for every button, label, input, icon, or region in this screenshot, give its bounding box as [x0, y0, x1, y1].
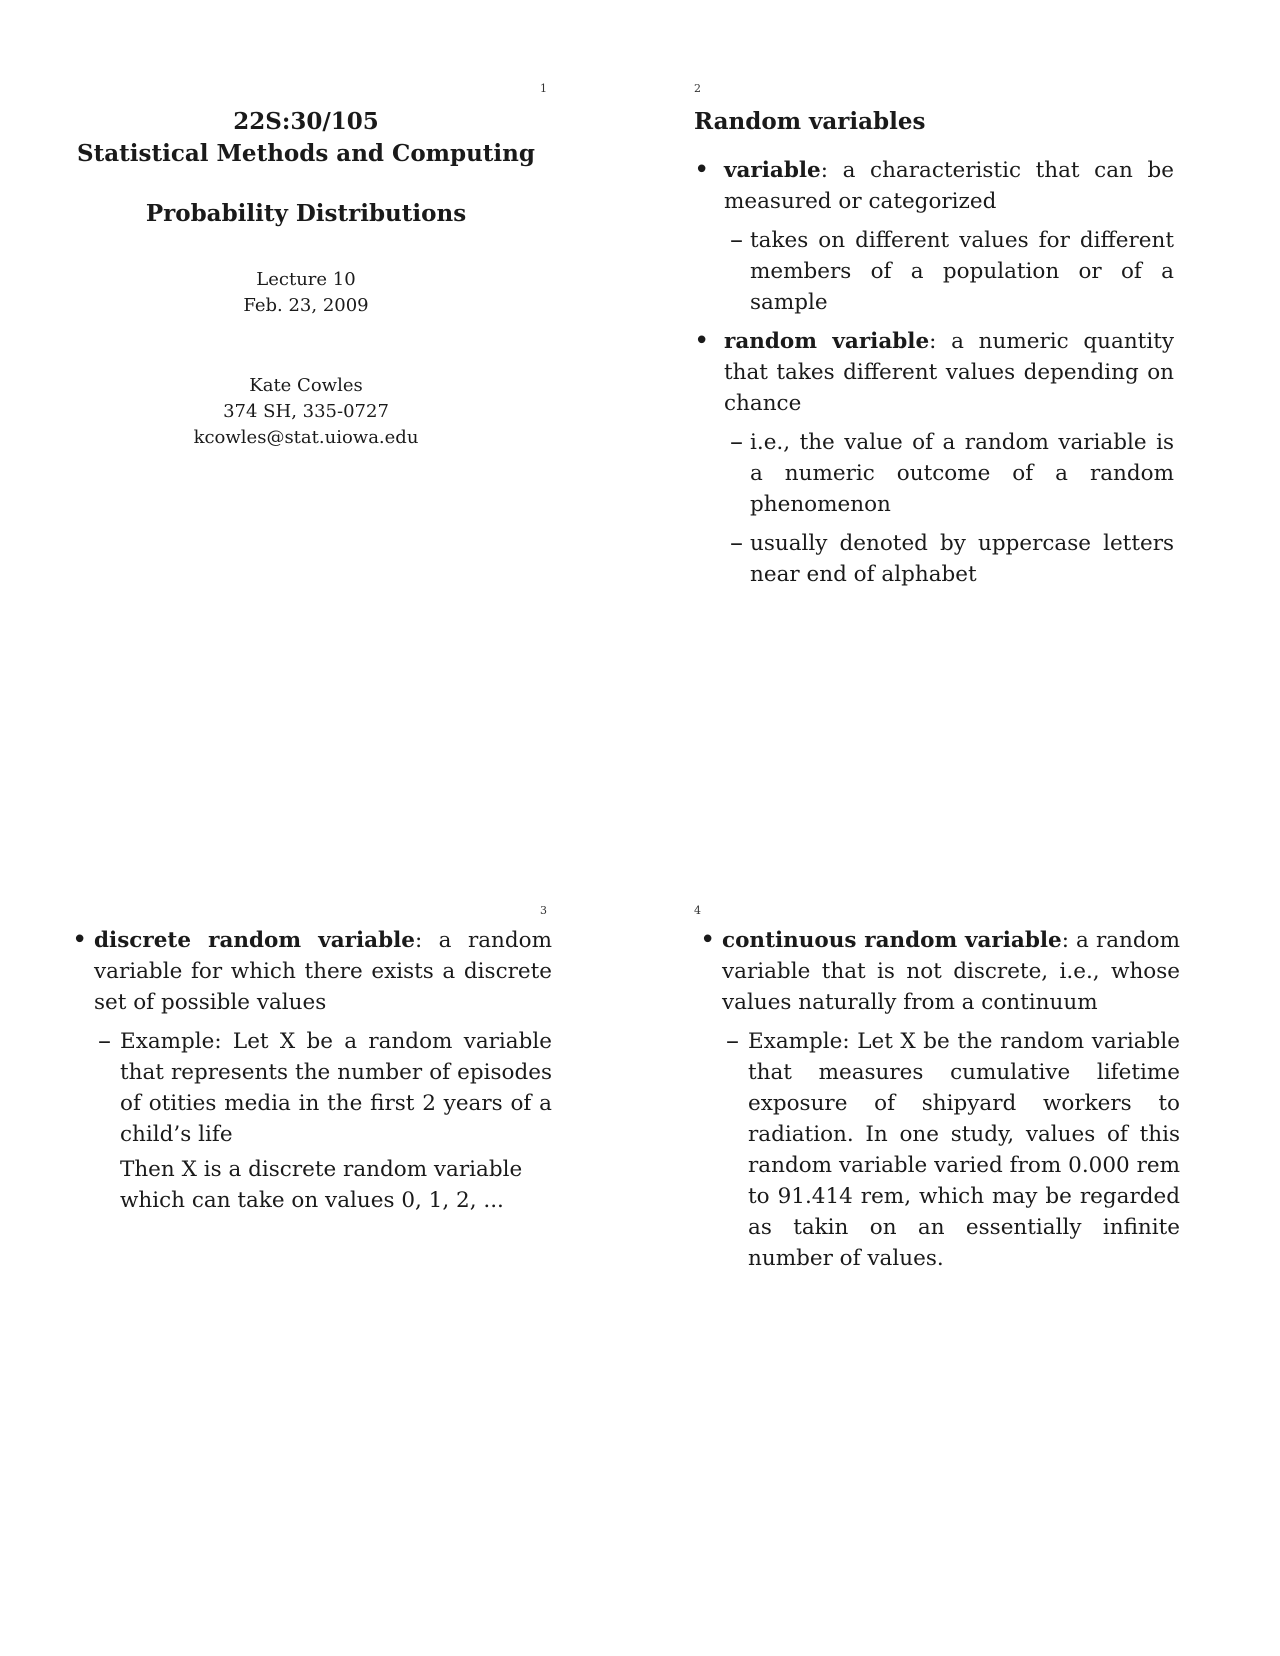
sub-bullet-text: Example: Let X be the random variable that measures cumulative lifetime exposure of shipyard workers to radiation. In one study, values of this random variable varied from 0.000 rem to 91.414 rem, which may be regarded as takin on an essentially infinite number of values.	[748, 1029, 1180, 1271]
example-conclusion: Then X is a discrete random variable which can take on values 0, 1, 2, ...	[120, 1157, 523, 1213]
lecture-date: Feb. 23, 2009	[243, 295, 369, 316]
dash-icon: –	[730, 528, 743, 558]
page-number-1: 1	[540, 82, 547, 95]
page-number-2: 2	[694, 82, 701, 95]
course-title: Statistical Methods and Computing	[77, 140, 535, 167]
sub-bullet	[94, 1026, 552, 1150]
bullet-variable	[694, 155, 1174, 318]
sub-bullet-text: usually denoted by uppercase letters near end of alphabet	[750, 531, 1174, 587]
term-variable: variable	[724, 158, 821, 183]
author-name: Kate Cowles	[249, 375, 363, 396]
bullet-icon: •	[72, 925, 88, 955]
sub-bullet	[724, 225, 1174, 318]
lecture-number: Lecture 10	[256, 269, 356, 290]
dash-icon: –	[730, 427, 743, 457]
slide-4	[700, 925, 1180, 1282]
page-number-4: 4	[694, 904, 701, 917]
bullet-random-variable	[694, 326, 1174, 590]
term-discrete: discrete random variable	[94, 928, 415, 953]
bullet-icon: •	[694, 155, 710, 185]
sub-bullet	[722, 1026, 1180, 1274]
page-number-3: 3	[540, 904, 547, 917]
term-continuous: continuous random variable	[722, 928, 1062, 953]
bullet-icon: •	[694, 326, 710, 356]
dash-icon: –	[726, 1026, 739, 1056]
bullet-discrete	[72, 925, 552, 1216]
lecture-topic: Probability Distributions	[145, 200, 467, 227]
definition-discrete: : a random variable for which there exists a discrete set of possible values	[94, 928, 552, 1015]
sub-bullet	[724, 528, 1174, 590]
author-email: kcowles@stat.uiowa.edu	[193, 427, 419, 448]
author-office: 374 SH, 335-0727	[223, 401, 389, 422]
slide-heading: Random variables	[694, 108, 926, 135]
sub-bullet-text: i.e., the value of a random variable is a numeric outcome of a random phenomenon	[750, 430, 1174, 517]
slide-1	[66, 106, 546, 451]
dash-icon: –	[730, 225, 743, 255]
sub-bullet-text: Example: Let X be a random variable that represents the number of episodes of otities media in the first 2 years of a child’s life	[120, 1029, 552, 1147]
definition-continuous: : a random variable that is not discrete, i.e., whose values naturally from a continuum	[722, 928, 1180, 1015]
dash-icon: –	[98, 1026, 111, 1056]
definition-random-variable: : a numeric quantity that takes different values depending on chance	[724, 329, 1174, 416]
term-random-variable: random variable	[724, 329, 930, 354]
bullet-continuous	[700, 925, 1180, 1274]
slide-2	[694, 108, 1174, 598]
course-code: 22S:30/105	[233, 108, 379, 135]
sub-bullet	[724, 427, 1174, 520]
sub-bullet-text: takes on different values for different members of a population or of a sample	[750, 228, 1174, 315]
definition-variable: : a characteristic that can be measured or categorized	[724, 158, 1174, 214]
bullet-icon: •	[700, 925, 716, 955]
slide-3	[72, 925, 552, 1224]
